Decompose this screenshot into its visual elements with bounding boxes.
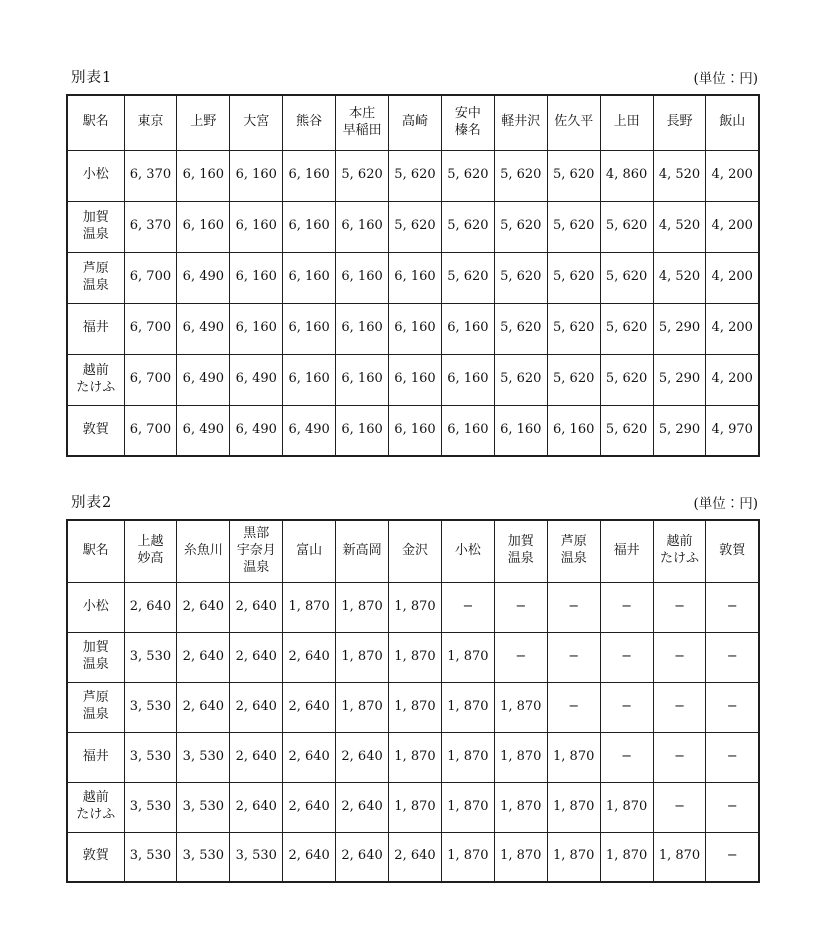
column-header: 富山 [283,520,336,582]
row-header-station: 福井 [67,303,124,354]
fare-cell: 2, 640 [389,832,442,882]
fare-cell: − [653,632,706,682]
column-header: 安中 榛名 [441,95,494,150]
fare-cell: 1, 870 [547,782,600,832]
station-name-column-header: 駅名 [67,520,124,582]
fare-cell: 1, 870 [389,682,442,732]
fare-cell: 2, 640 [230,582,283,632]
column-header: 上田 [600,95,653,150]
fare-cell: − [547,632,600,682]
column-header: 敦賀 [706,520,759,582]
fare-cell: 2, 640 [336,732,389,782]
fare-cell: 1, 870 [600,832,653,882]
column-header: 本庄 早稲田 [336,95,389,150]
fare-cell: 6, 490 [230,405,283,456]
appendix-table-1-section [66,67,760,457]
fare-cell: 5, 620 [547,150,600,201]
fare-cell: 5, 620 [389,150,442,201]
fare-cell: 4, 860 [600,150,653,201]
fare-cell: − [494,582,547,632]
row-header-station: 福井 [67,732,124,782]
fare-cell: 6, 160 [441,354,494,405]
column-header: 上野 [177,95,230,150]
header-row [67,520,759,582]
fare-cell: 6, 160 [389,252,442,303]
fare-cell: 5, 620 [547,201,600,252]
fare-cell: 1, 870 [389,732,442,782]
fare-cell: 6, 160 [230,150,283,201]
fare-cell: 5, 620 [547,252,600,303]
fare-cell: 1, 870 [600,782,653,832]
fare-cell: 6, 160 [389,405,442,456]
fare-cell: 6, 700 [124,303,177,354]
fare-cell: 6, 160 [177,201,230,252]
fare-cell: 3, 530 [124,632,177,682]
fare-cell: − [547,582,600,632]
column-header: 越前 たけふ [653,520,706,582]
fare-cell: 1, 870 [441,632,494,682]
column-header: 高崎 [389,95,442,150]
fare-cell: 1, 870 [441,682,494,732]
table-1-unit-label: (単位：円) [693,71,758,87]
fare-cell: 3, 530 [177,732,230,782]
fare-cell: 3, 530 [230,832,283,882]
fare-cell: 4, 200 [706,303,759,354]
fare-cell: 2, 640 [283,732,336,782]
table-1-caption-row [71,67,758,87]
fare-cell: 6, 160 [336,252,389,303]
fare-cell: 1, 870 [547,732,600,782]
fare-cell: 5, 620 [336,150,389,201]
fare-cell: 4, 520 [653,150,706,201]
row-header-station: 加賀 温泉 [67,632,124,682]
table-row [67,354,759,405]
column-header: 新高岡 [336,520,389,582]
fare-cell: 5, 620 [600,303,653,354]
table-row [67,682,759,732]
table-row [67,582,759,632]
fare-cell: 5, 620 [600,201,653,252]
fare-cell: 4, 200 [706,201,759,252]
fare-cell: 5, 290 [653,303,706,354]
table-2-title: 別表2 [71,495,113,511]
fare-cell: 4, 200 [706,150,759,201]
fare-cell: 6, 160 [441,405,494,456]
fare-cell: 3, 530 [124,732,177,782]
fare-cell: 6, 700 [124,354,177,405]
row-header-station: 芦原 温泉 [67,682,124,732]
fare-cell: 6, 160 [230,201,283,252]
fare-cell: − [653,782,706,832]
fare-cell: 5, 290 [653,405,706,456]
column-header: 大宮 [230,95,283,150]
fare-cell: 6, 490 [177,354,230,405]
fare-cell: 5, 620 [494,150,547,201]
table-row [67,832,759,882]
fare-cell: 1, 870 [336,582,389,632]
column-header: 長野 [653,95,706,150]
fare-cell: 3, 530 [124,832,177,882]
row-header-station: 敦賀 [67,832,124,882]
fare-cell: 6, 160 [494,405,547,456]
row-header-station: 越前 たけふ [67,782,124,832]
column-header: 飯山 [706,95,759,150]
table-row [67,632,759,682]
fare-cell: 6, 160 [336,354,389,405]
fare-cell: 1, 870 [336,632,389,682]
row-header-station: 加賀 温泉 [67,201,124,252]
fare-cell: 6, 160 [547,405,600,456]
fare-cell: 5, 620 [494,201,547,252]
fare-cell: 6, 160 [389,354,442,405]
fare-cell: 5, 620 [547,354,600,405]
fare-cell: − [547,682,600,732]
fare-cell: 1, 870 [441,832,494,882]
fare-cell: 6, 490 [177,405,230,456]
fare-cell: 6, 160 [441,303,494,354]
header-row [67,95,759,150]
fare-cell: 4, 200 [706,252,759,303]
column-header: 佐久平 [547,95,600,150]
fare-cell: 2, 640 [124,582,177,632]
column-header: 加賀 温泉 [494,520,547,582]
fare-cell: 5, 620 [494,303,547,354]
table-2-caption-row [71,492,758,512]
table-row [67,150,759,201]
column-header: 黒部 宇奈月 温泉 [230,520,283,582]
fare-cell: 5, 620 [441,252,494,303]
fare-cell: 6, 490 [230,354,283,405]
fare-cell: 6, 160 [230,303,283,354]
fare-cell: − [653,732,706,782]
table-row [67,782,759,832]
fare-cell: − [653,582,706,632]
fare-cell: 5, 620 [441,150,494,201]
fare-cell: − [653,682,706,732]
table-row [67,303,759,354]
fare-cell: − [706,832,759,882]
fare-cell: 4, 520 [653,201,706,252]
fare-cell: 2, 640 [177,582,230,632]
fare-cell: 6, 160 [336,201,389,252]
fare-cell: 6, 160 [283,252,336,303]
fare-cell: 5, 290 [653,354,706,405]
fare-cell: 2, 640 [177,632,230,682]
fare-cell: 2, 640 [283,832,336,882]
column-header: 東京 [124,95,177,150]
fare-cell: 2, 640 [336,832,389,882]
fare-cell: 6, 700 [124,405,177,456]
fare-cell: 6, 160 [283,354,336,405]
fare-table-1 [66,94,760,457]
fare-cell: 2, 640 [230,732,283,782]
column-header: 福井 [600,520,653,582]
fare-cell: 4, 970 [706,405,759,456]
fare-cell: 6, 160 [283,303,336,354]
fare-cell: 6, 160 [230,252,283,303]
fare-cell: − [600,732,653,782]
row-header-station: 越前 たけふ [67,354,124,405]
fare-cell: 2, 640 [230,632,283,682]
fare-cell: − [706,632,759,682]
fare-cell: 5, 620 [600,405,653,456]
fare-cell: 6, 160 [283,150,336,201]
fare-cell: 1, 870 [547,832,600,882]
fare-cell: 5, 620 [547,303,600,354]
fare-cell: 2, 640 [177,682,230,732]
fare-cell: 6, 160 [177,150,230,201]
fare-cell: − [600,632,653,682]
station-name-column-header: 駅名 [67,95,124,150]
fare-cell: 6, 700 [124,252,177,303]
fare-cell: 6, 490 [177,252,230,303]
fare-cell: 1, 870 [494,832,547,882]
fare-cell: 1, 870 [389,782,442,832]
row-header-station: 小松 [67,150,124,201]
fare-cell: 1, 870 [336,682,389,732]
fare-cell: 1, 870 [653,832,706,882]
fare-cell: − [706,782,759,832]
row-header-station: 敦賀 [67,405,124,456]
fare-cell: 4, 200 [706,354,759,405]
fare-cell: 6, 370 [124,150,177,201]
fare-cell: 2, 640 [230,782,283,832]
fare-cell: 2, 640 [283,632,336,682]
fare-cell: 1, 870 [494,682,547,732]
fare-cell: 1, 870 [441,782,494,832]
table-row [67,252,759,303]
column-header: 上越 妙高 [124,520,177,582]
fare-cell: − [494,632,547,682]
appendix-table-2-section [66,492,760,883]
table-1-title: 別表1 [71,70,113,86]
fare-cell: 5, 620 [494,354,547,405]
table-row [67,201,759,252]
fare-table-2 [66,519,760,883]
column-header: 金沢 [389,520,442,582]
fare-cell: − [441,582,494,632]
fare-cell: − [706,582,759,632]
fare-cell: 1, 870 [283,582,336,632]
fare-cell: 1, 870 [494,732,547,782]
fare-cell: 6, 490 [283,405,336,456]
table-row [67,405,759,456]
fare-cell: 3, 530 [124,782,177,832]
column-header: 芦原 温泉 [547,520,600,582]
column-header: 軽井沢 [494,95,547,150]
fare-cell: − [600,682,653,732]
fare-cell: 3, 530 [177,832,230,882]
column-header: 糸魚川 [177,520,230,582]
row-header-station: 芦原 温泉 [67,252,124,303]
fare-cell: − [706,732,759,782]
fare-cell: − [600,582,653,632]
fare-cell: 5, 620 [441,201,494,252]
fare-cell: 5, 620 [600,252,653,303]
row-header-station: 小松 [67,582,124,632]
fare-cell: 1, 870 [441,732,494,782]
table-row [67,732,759,782]
fare-cell: 5, 620 [494,252,547,303]
fare-cell: 1, 870 [389,632,442,682]
column-header: 熊谷 [283,95,336,150]
fare-cell: 6, 160 [336,405,389,456]
table-2-unit-label: (単位：円) [693,496,758,512]
fare-cell: 2, 640 [336,782,389,832]
column-header: 小松 [441,520,494,582]
fare-cell: 6, 160 [389,303,442,354]
fare-cell: 6, 160 [336,303,389,354]
fare-cell: 3, 530 [177,782,230,832]
fare-cell: 6, 490 [177,303,230,354]
fare-cell: 2, 640 [283,682,336,732]
fare-cell: − [706,682,759,732]
fare-cell: 3, 530 [124,682,177,732]
fare-cell: 4, 520 [653,252,706,303]
fare-cell: 2, 640 [230,682,283,732]
fare-cell: 5, 620 [600,354,653,405]
fare-cell: 6, 370 [124,201,177,252]
fare-cell: 5, 620 [389,201,442,252]
fare-cell: 2, 640 [283,782,336,832]
fare-cell: 1, 870 [494,782,547,832]
fare-cell: 1, 870 [389,582,442,632]
fare-cell: 6, 160 [283,201,336,252]
